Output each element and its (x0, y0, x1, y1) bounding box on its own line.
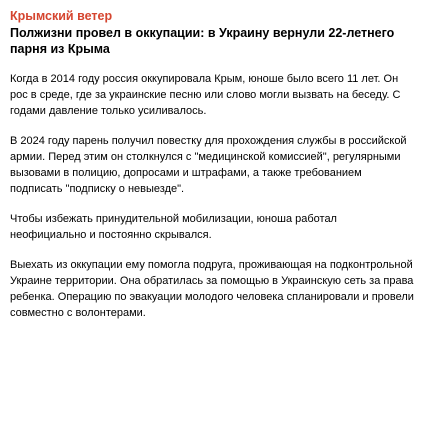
post-paragraph-1: Когда в 2014 году россия оккупировала Крым, юноше было всего 11 лет. Он рос в среде, где за украинские песню или слово могли вызвать на беседу. С годами давление только усиливалось. (10, 73, 401, 117)
post-headline: Полжизни провел в оккупации: в Украину вернули 22-летнего парня из Крыма (10, 26, 395, 56)
post-paragraph-4: Выехать из оккупации ему помогла подруга, проживающая на подконтрольной Украине территории. Она обратилась за помощью в Украинскую сеть за права ребенка. Операцию по эвакуации молодого человека спланировали и провели совместно с волонтерами. (10, 259, 414, 319)
post-paragraph-3: Чтобы избежать принудительной мобилизации, юноша работал неофициально и постоянно скрывался. (10, 213, 337, 241)
post-paragraph-2: В 2024 году парень получил повестку для прохождения службы в российской армии. Перед этим он столкнулся с "медицинской комиссией", регулярными вызовами в полицию, допросами и штрафами, а также требованием подписать "подписку о невыезде". (10, 135, 407, 195)
channel-name[interactable]: Крымский ветер (10, 9, 113, 23)
